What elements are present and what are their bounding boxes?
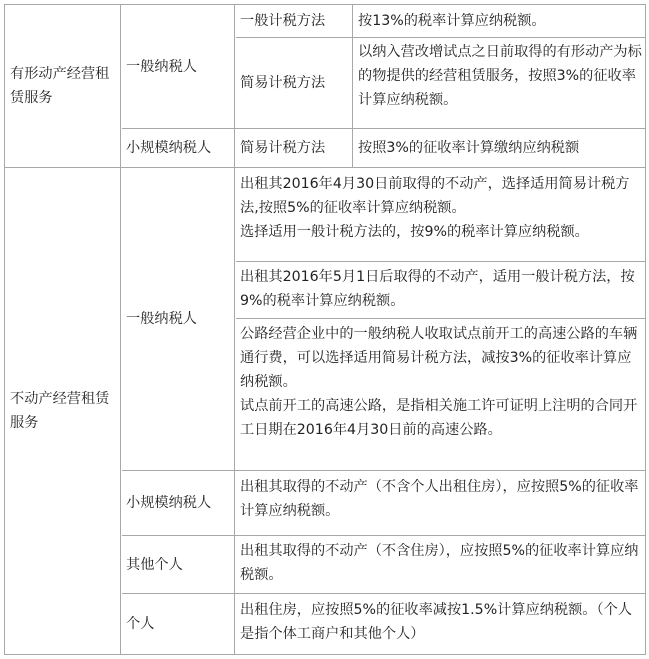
rule-paragraph: 试点前开工的高速公路，是指相关施工许可证明上注明的合同开工日期在2016年4月30日前的高速公路。: [240, 398, 638, 438]
rule-paragraph: 出租住房，应按照5%的征收率减按1.5%计算应纳税额。（个人是指个体工商户和其他个人）: [240, 602, 632, 642]
rule-paragraph: 选择适用一般计税方法的，按9%的税率计算应纳税额。: [240, 224, 589, 240]
rule-cell: [354, 40, 644, 128]
category-label: 有形动产经营租赁服务: [10, 66, 110, 106]
taxpayer-label: 个人: [126, 616, 155, 632]
rule-text: 按照3%的征收率计算缴纳应纳税额: [358, 140, 580, 156]
row-divider: [236, 318, 646, 319]
rule-cell: [236, 172, 644, 261]
table-border-bottom: [4, 654, 646, 655]
rule-text: 以纳入营改增试点之日前取得的有形动产为标的物提供的经营租赁服务，按照3%的征收率计算应纳税额。: [358, 44, 642, 108]
taxpayer-cell: [122, 594, 234, 654]
rule-paragraph: 出租其取得的不动产（不含个人出租住房），应按照5%的征收率计算应纳税额。: [240, 479, 639, 519]
taxpayer-cell: [122, 5, 234, 128]
rule-cell: [354, 5, 644, 37]
rule-paragraph: 出租其2016年5月1日后取得的不动产，适用一般计税方法，按9%的税率计算应纳税额。: [240, 269, 635, 309]
rule-cell: [236, 539, 644, 593]
taxpayer-label: 小规模纳税人: [126, 495, 212, 511]
taxpayer-label: 其他个人: [126, 556, 183, 573]
method-cell: [236, 129, 352, 167]
method-label: 简易计税方法: [240, 75, 326, 91]
category-cell: [6, 168, 120, 654]
rule-cell: [236, 322, 644, 470]
rule-paragraph: 公路经营企业中的一般纳税人收取试点前开工的高速公路的车辆通行费，可以选择适用简易计税方法，减按3%的征收率计算应纳税额。: [240, 326, 638, 390]
method-cell: [236, 38, 352, 128]
rule-paragraph: 出租其取得的不动产（不含住房），应按照5%的征收率计算应纳税额。: [240, 543, 639, 583]
taxpayer-label: 一般纳税人: [126, 311, 197, 327]
column-divider: [120, 4, 121, 655]
taxpayer-cell: [122, 168, 234, 470]
rule-cell: [354, 129, 644, 167]
table-border-right: [645, 4, 646, 655]
taxpayer-cell: [122, 471, 234, 535]
taxpayer-label: 一般纳税人: [126, 58, 197, 75]
rule-cell: [236, 265, 644, 318]
rule-text: 按13%的税率计算应纳税额。: [358, 13, 546, 29]
rule-cell: [236, 598, 644, 654]
method-label: 简易计税方法: [240, 140, 326, 156]
taxpayer-cell: [122, 129, 234, 167]
category-label: 不动产经营租赁服务: [10, 391, 110, 431]
method-label: 一般计税方法: [240, 13, 326, 29]
taxpayer-label: 小规模纳税人: [126, 140, 212, 156]
taxpayer-cell: [122, 536, 234, 593]
method-cell: [236, 5, 352, 37]
column-divider: [352, 4, 353, 168]
category-cell: [6, 5, 120, 167]
row-divider: [236, 261, 646, 262]
table-border-left: [4, 4, 5, 655]
rule-paragraph: 出租其2016年4月30日前取得的不动产，选择适用简易计税方法,按照5%的征收率计算应纳税额。: [240, 176, 630, 216]
column-divider: [234, 4, 235, 655]
rule-cell: [236, 475, 644, 535]
